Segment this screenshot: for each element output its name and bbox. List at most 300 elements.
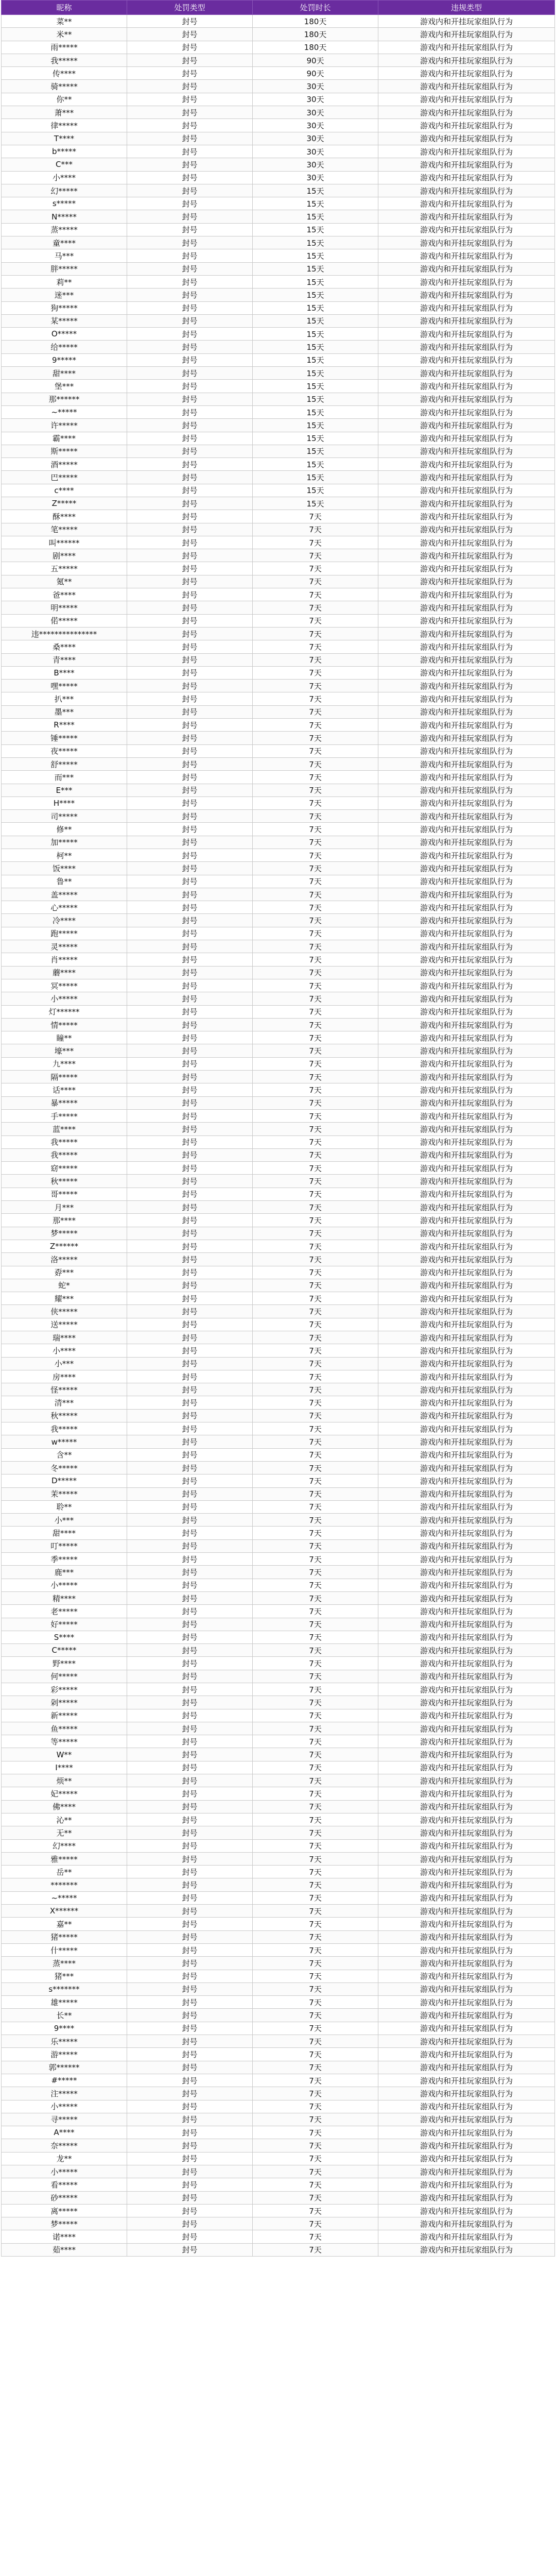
- cell-nickname: C***: [2, 158, 127, 171]
- cell-penalty-type: 封号: [127, 1813, 253, 1826]
- cell-violation-type: 游戏内和开挂玩家组队行为: [378, 1292, 555, 1305]
- cell-penalty-duration: 7天: [253, 2048, 378, 2061]
- cell-penalty-duration: 7天: [253, 1553, 378, 1566]
- cell-penalty-duration: 7天: [253, 2178, 378, 2191]
- cell-violation-type: 游戏内和开挂玩家组队行为: [378, 732, 555, 744]
- cell-penalty-duration: 7天: [253, 653, 378, 666]
- cell-nickname: 季*****: [2, 1553, 127, 1566]
- cell-nickname: 小*****: [2, 2165, 127, 2178]
- cell-penalty-duration: 15天: [253, 445, 378, 457]
- cell-violation-type: 游戏内和开挂玩家组队行为: [378, 432, 555, 445]
- cell-nickname: 奈*****: [2, 2139, 127, 2152]
- table-row: [2, 1148, 555, 1161]
- cell-nickname: 桑****: [2, 640, 127, 653]
- cell-penalty-duration: 7天: [253, 784, 378, 796]
- cell-penalty-duration: 7天: [253, 1370, 378, 1383]
- cell-violation-type: 游戏内和开挂玩家组队行为: [378, 1448, 555, 1461]
- table-row: [2, 2217, 555, 2230]
- cell-violation-type: 游戏内和开挂玩家组队行为: [378, 1109, 555, 1122]
- cell-penalty-type: 封号: [127, 2048, 253, 2061]
- cell-penalty-type: 封号: [127, 601, 253, 614]
- cell-penalty-type: 封号: [127, 1018, 253, 1031]
- cell-violation-type: 游戏内和开挂玩家组队行为: [378, 1331, 555, 1344]
- cell-penalty-duration: 7天: [253, 719, 378, 732]
- cell-violation-type: 游戏内和开挂玩家组队行为: [378, 1878, 555, 1891]
- cell-violation-type: 游戏内和开挂玩家组队行为: [378, 901, 555, 914]
- cell-penalty-duration: 180天: [253, 28, 378, 41]
- cell-nickname: 律*****: [2, 119, 127, 132]
- cell-penalty-type: 封号: [127, 1370, 253, 1383]
- cell-penalty-duration: 7天: [253, 849, 378, 862]
- cell-penalty-duration: 15天: [253, 184, 378, 197]
- cell-penalty-duration: 7天: [253, 1527, 378, 1539]
- cell-violation-type: 游戏内和开挂玩家组队行为: [378, 1266, 555, 1279]
- cell-violation-type: 游戏内和开挂玩家组队行为: [378, 275, 555, 288]
- cell-nickname: O*****: [2, 328, 127, 341]
- cell-penalty-type: 封号: [127, 1539, 253, 1552]
- table-row: [2, 966, 555, 979]
- cell-nickname: 鲁**: [2, 875, 127, 888]
- cell-penalty-duration: 7天: [253, 1970, 378, 1982]
- cell-penalty-duration: 7天: [253, 1409, 378, 1422]
- cell-nickname: 送*****: [2, 1318, 127, 1331]
- cell-violation-type: 游戏内和开挂玩家组队行为: [378, 666, 555, 679]
- cell-violation-type: 游戏内和开挂玩家组队行为: [378, 1214, 555, 1227]
- cell-penalty-type: 封号: [127, 692, 253, 705]
- cell-violation-type: 游戏内和开挂玩家组队行为: [378, 627, 555, 640]
- cell-penalty-type: 封号: [127, 640, 253, 653]
- cell-penalty-duration: 15天: [253, 497, 378, 510]
- table-row: [2, 1996, 555, 2009]
- cell-nickname: 小***: [2, 1514, 127, 1527]
- cell-violation-type: 游戏内和开挂玩家组队行为: [378, 1422, 555, 1435]
- cell-penalty-type: 封号: [127, 1057, 253, 1070]
- cell-nickname: 灯******: [2, 1005, 127, 1018]
- table-row: [2, 536, 555, 549]
- table-row: [2, 1475, 555, 1487]
- table-row: [2, 223, 555, 236]
- cell-penalty-type: 封号: [127, 810, 253, 823]
- cell-penalty-type: 封号: [127, 1435, 253, 1448]
- cell-penalty-type: 封号: [127, 171, 253, 184]
- cell-penalty-type: 封号: [127, 119, 253, 132]
- cell-penalty-duration: 7天: [253, 1188, 378, 1200]
- cell-penalty-duration: 7天: [253, 1331, 378, 1344]
- cell-nickname: 猪*****: [2, 1930, 127, 1943]
- table-row: [2, 80, 555, 93]
- cell-penalty-duration: 15天: [253, 341, 378, 353]
- table-row: [2, 1083, 555, 1096]
- cell-nickname: 秋*****: [2, 1175, 127, 1188]
- cell-violation-type: 游戏内和开挂玩家组队行为: [378, 1188, 555, 1200]
- cell-penalty-type: 封号: [127, 367, 253, 380]
- cell-nickname: W**: [2, 1748, 127, 1761]
- cell-violation-type: 游戏内和开挂玩家组队行为: [378, 484, 555, 497]
- cell-penalty-duration: 7天: [253, 1787, 378, 1800]
- table-row: [2, 1905, 555, 1918]
- cell-penalty-duration: 7天: [253, 1866, 378, 1878]
- cell-violation-type: 游戏内和开挂玩家组队行为: [378, 145, 555, 158]
- cell-nickname: R****: [2, 719, 127, 732]
- table-row: [2, 1057, 555, 1070]
- cell-violation-type: 游戏内和开挂玩家组队行为: [378, 2126, 555, 2139]
- cell-nickname: 跑*****: [2, 927, 127, 940]
- cell-penalty-duration: 7天: [253, 1826, 378, 1839]
- cell-penalty-type: 封号: [127, 2217, 253, 2230]
- table-row: [2, 262, 555, 275]
- table-row: [2, 1957, 555, 1970]
- cell-nickname: 柯**: [2, 849, 127, 862]
- table-row: [2, 2100, 555, 2113]
- cell-penalty-type: 封号: [127, 223, 253, 236]
- table-row: [2, 1970, 555, 1982]
- table-row: [2, 405, 555, 418]
- cell-penalty-type: 封号: [127, 497, 253, 510]
- cell-nickname: 蒸*****: [2, 223, 127, 236]
- table-row: [2, 927, 555, 940]
- cell-nickname: 寻*****: [2, 2113, 127, 2126]
- table-row: [2, 419, 555, 432]
- table-row: [2, 940, 555, 953]
- cell-penalty-type: 封号: [127, 992, 253, 1005]
- cell-penalty-duration: 7天: [253, 940, 378, 953]
- cell-nickname: 游*****: [2, 2048, 127, 2061]
- cell-nickname: D*****: [2, 1475, 127, 1487]
- cell-violation-type: 游戏内和开挂玩家组队行为: [378, 28, 555, 41]
- cell-violation-type: 游戏内和开挂玩家组队行为: [378, 1071, 555, 1083]
- cell-penalty-duration: 7天: [253, 2191, 378, 2204]
- cell-penalty-duration: 7天: [253, 705, 378, 718]
- cell-nickname: 传****: [2, 67, 127, 80]
- cell-nickname: 狗*****: [2, 301, 127, 314]
- cell-violation-type: 游戏内和开挂玩家组队行为: [378, 1383, 555, 1396]
- cell-nickname: 岳**: [2, 1866, 127, 1878]
- cell-violation-type: 游戏内和开挂玩家组队行为: [378, 41, 555, 54]
- table-row: [2, 432, 555, 445]
- cell-penalty-duration: 7天: [253, 771, 378, 784]
- table-row: [2, 1109, 555, 1122]
- table-row: [2, 1722, 555, 1735]
- cell-nickname: 我*****: [2, 1148, 127, 1161]
- cell-nickname: 甜****: [2, 1527, 127, 1539]
- cell-penalty-duration: 7天: [253, 2139, 378, 2152]
- cell-nickname: 偌*****: [2, 614, 127, 627]
- table-row: [2, 289, 555, 301]
- table-row: [2, 275, 555, 288]
- cell-violation-type: 游戏内和开挂玩家组队行为: [378, 2061, 555, 2074]
- cell-penalty-duration: 30天: [253, 171, 378, 184]
- cell-violation-type: 游戏内和开挂玩家组队行为: [378, 1201, 555, 1214]
- cell-nickname: 雅*****: [2, 1852, 127, 1865]
- table-row: [2, 1188, 555, 1200]
- cell-violation-type: 游戏内和开挂玩家组队行为: [378, 1435, 555, 1448]
- cell-penalty-type: 封号: [127, 1083, 253, 1096]
- cell-nickname: 无**: [2, 1826, 127, 1839]
- cell-violation-type: 游戏内和开挂玩家组队行为: [378, 1539, 555, 1552]
- table-row: [2, 523, 555, 536]
- cell-penalty-duration: 7天: [253, 1044, 378, 1057]
- table-row: [2, 471, 555, 484]
- table-row: [2, 314, 555, 327]
- table-row: [2, 849, 555, 862]
- cell-violation-type: 游戏内和开挂玩家组队行为: [378, 2074, 555, 2087]
- cell-nickname: 心*****: [2, 901, 127, 914]
- table-row: [2, 445, 555, 457]
- cell-penalty-duration: 7天: [253, 1683, 378, 1696]
- cell-penalty-duration: 7天: [253, 1148, 378, 1161]
- table-body: [2, 15, 555, 2257]
- cell-nickname: 注*****: [2, 2087, 127, 2100]
- cell-violation-type: 游戏内和开挂玩家组队行为: [378, 966, 555, 979]
- cell-nickname: 萧***: [2, 106, 127, 119]
- cell-penalty-duration: 7天: [253, 1422, 378, 1435]
- cell-nickname: 堡***: [2, 380, 127, 393]
- table-row: [2, 2048, 555, 2061]
- table-row: [2, 692, 555, 705]
- cell-penalty-duration: 15天: [253, 289, 378, 301]
- cell-nickname: 梦*****: [2, 1227, 127, 1240]
- cell-penalty-duration: 7天: [253, 1800, 378, 1813]
- cell-penalty-type: 封号: [127, 966, 253, 979]
- table-row: [2, 1201, 555, 1214]
- table-row: [2, 2191, 555, 2204]
- cell-violation-type: 游戏内和开挂玩家组队行为: [378, 2217, 555, 2230]
- cell-penalty-type: 封号: [127, 1761, 253, 1774]
- cell-penalty-duration: 7天: [253, 2035, 378, 2048]
- cell-penalty-type: 封号: [127, 2178, 253, 2191]
- cell-violation-type: 游戏内和开挂玩家组队行为: [378, 1514, 555, 1527]
- cell-penalty-type: 封号: [127, 93, 253, 106]
- header-penalty-duration: 处罚时长: [253, 1, 378, 15]
- cell-penalty-duration: 15天: [253, 353, 378, 366]
- cell-violation-type: 游戏内和开挂玩家组队行为: [378, 575, 555, 588]
- table-row: [2, 562, 555, 575]
- cell-penalty-type: 封号: [127, 1500, 253, 1513]
- cell-violation-type: 游戏内和开挂玩家组队行为: [378, 2035, 555, 2048]
- cell-penalty-type: 封号: [127, 1982, 253, 1995]
- cell-penalty-type: 封号: [127, 1331, 253, 1344]
- cell-penalty-type: 封号: [127, 1292, 253, 1305]
- table-row: [2, 1162, 555, 1175]
- cell-penalty-type: 封号: [127, 67, 253, 80]
- cell-penalty-duration: 7天: [253, 523, 378, 536]
- cell-penalty-duration: 7天: [253, 836, 378, 849]
- table-row: [2, 145, 555, 158]
- table-row: [2, 1292, 555, 1305]
- cell-nickname: 你**: [2, 93, 127, 106]
- table-row: [2, 796, 555, 809]
- cell-nickname: 新*****: [2, 1709, 127, 1722]
- cell-nickname: 哥*****: [2, 1188, 127, 1200]
- cell-penalty-type: 封号: [127, 314, 253, 327]
- cell-penalty-duration: 7天: [253, 2204, 378, 2217]
- cell-penalty-duration: 7天: [253, 1878, 378, 1891]
- cell-penalty-duration: 7天: [253, 1500, 378, 1513]
- cell-penalty-duration: 7天: [253, 1461, 378, 1474]
- cell-penalty-duration: 7天: [253, 588, 378, 601]
- cell-penalty-duration: 30天: [253, 145, 378, 158]
- cell-violation-type: 游戏内和开挂玩家组队行为: [378, 692, 555, 705]
- cell-penalty-type: 封号: [127, 1071, 253, 1083]
- cell-nickname: 秋*****: [2, 1409, 127, 1422]
- cell-penalty-duration: 7天: [253, 901, 378, 914]
- cell-penalty-duration: 7天: [253, 1891, 378, 1904]
- table-row: [2, 2022, 555, 2035]
- cell-violation-type: 游戏内和开挂玩家组队行为: [378, 1175, 555, 1188]
- table-row: [2, 1096, 555, 1109]
- table-row: [2, 2243, 555, 2256]
- cell-violation-type: 游戏内和开挂玩家组队行为: [378, 314, 555, 327]
- cell-penalty-duration: 7天: [253, 510, 378, 523]
- cell-penalty-type: 封号: [127, 106, 253, 119]
- cell-penalty-duration: 7天: [253, 1539, 378, 1552]
- cell-violation-type: 游戏内和开挂玩家组队行为: [378, 1344, 555, 1357]
- cell-nickname: 含**: [2, 1448, 127, 1461]
- cell-nickname: 龙**: [2, 2152, 127, 2165]
- table-row: [2, 2074, 555, 2087]
- cell-penalty-type: 封号: [127, 275, 253, 288]
- cell-penalty-duration: 7天: [253, 614, 378, 627]
- cell-penalty-duration: 7天: [253, 2217, 378, 2230]
- cell-nickname: 耀***: [2, 1292, 127, 1305]
- table-row: [2, 1527, 555, 1539]
- cell-penalty-type: 封号: [127, 1826, 253, 1839]
- cell-violation-type: 游戏内和开挂玩家组队行为: [378, 888, 555, 901]
- cell-nickname: 骑*****: [2, 80, 127, 93]
- cell-penalty-type: 封号: [127, 927, 253, 940]
- table-row: [2, 1018, 555, 1031]
- table-row: [2, 2139, 555, 2152]
- cell-violation-type: 游戏内和开挂玩家组队行为: [378, 1996, 555, 2009]
- cell-penalty-duration: 7天: [253, 1839, 378, 1852]
- cell-penalty-duration: 7天: [253, 1930, 378, 1943]
- cell-violation-type: 游戏内和开挂玩家组队行为: [378, 796, 555, 809]
- cell-violation-type: 游戏内和开挂玩家组队行为: [378, 757, 555, 770]
- table-row: [2, 784, 555, 796]
- cell-penalty-duration: 15天: [253, 275, 378, 288]
- table-row: [2, 1852, 555, 1865]
- cell-penalty-duration: 7天: [253, 1670, 378, 1683]
- cell-penalty-duration: 7天: [253, 1605, 378, 1618]
- cell-penalty-duration: 7天: [253, 1175, 378, 1188]
- cell-penalty-duration: 7天: [253, 1618, 378, 1631]
- cell-violation-type: 游戏内和开挂玩家组队行为: [378, 523, 555, 536]
- cell-violation-type: 游戏内和开挂玩家组队行为: [378, 67, 555, 80]
- cell-violation-type: 游戏内和开挂玩家组队行为: [378, 249, 555, 262]
- cell-penalty-type: 封号: [127, 2074, 253, 2087]
- cell-violation-type: 游戏内和开挂玩家组队行为: [378, 1683, 555, 1696]
- cell-nickname: 九****: [2, 1057, 127, 1070]
- table-row: [2, 1344, 555, 1357]
- cell-nickname: 叮*****: [2, 1539, 127, 1552]
- table-row: [2, 197, 555, 210]
- cell-penalty-duration: 7天: [253, 1396, 378, 1409]
- cell-violation-type: 游戏内和开挂玩家组队行为: [378, 1475, 555, 1487]
- cell-penalty-duration: 7天: [253, 1514, 378, 1527]
- cell-nickname: 蘑****: [2, 966, 127, 979]
- table-row: [2, 2152, 555, 2165]
- cell-penalty-duration: 7天: [253, 562, 378, 575]
- cell-violation-type: 游戏内和开挂玩家组队行为: [378, 1553, 555, 1566]
- cell-violation-type: 游戏内和开挂玩家组队行为: [378, 705, 555, 718]
- cell-penalty-type: 封号: [127, 510, 253, 523]
- cell-violation-type: 游戏内和开挂玩家组队行为: [378, 1018, 555, 1031]
- cell-penalty-type: 封号: [127, 562, 253, 575]
- cell-nickname: C*****: [2, 1644, 127, 1657]
- cell-violation-type: 游戏内和开挂玩家组队行为: [378, 1970, 555, 1982]
- cell-violation-type: 游戏内和开挂玩家组队行为: [378, 2113, 555, 2126]
- table-row: [2, 732, 555, 744]
- cell-penalty-type: 封号: [127, 1461, 253, 1474]
- table-row: [2, 1357, 555, 1370]
- cell-nickname: I****: [2, 1761, 127, 1774]
- cell-violation-type: 游戏内和开挂玩家组队行为: [378, 810, 555, 823]
- cell-nickname: 蒸****: [2, 1957, 127, 1970]
- cell-nickname: 饭****: [2, 862, 127, 875]
- table-row: [2, 1487, 555, 1500]
- table-row: [2, 119, 555, 132]
- cell-nickname: 茉*****: [2, 1487, 127, 1500]
- cell-violation-type: 游戏内和开挂玩家组队行为: [378, 1905, 555, 1918]
- table-row: [2, 497, 555, 510]
- table-row: [2, 2165, 555, 2178]
- cell-penalty-type: 封号: [127, 1514, 253, 1527]
- cell-penalty-duration: 7天: [253, 1240, 378, 1252]
- table-row: [2, 1253, 555, 1266]
- cell-penalty-type: 封号: [127, 1553, 253, 1566]
- cell-nickname: 菜**: [2, 15, 127, 28]
- cell-violation-type: 游戏内和开挂玩家组队行为: [378, 93, 555, 106]
- cell-violation-type: 游戏内和开挂玩家组队行为: [378, 2191, 555, 2204]
- cell-penalty-type: 封号: [127, 2087, 253, 2100]
- cell-penalty-duration: 15天: [253, 405, 378, 418]
- cell-penalty-type: 封号: [127, 1253, 253, 1266]
- table-row: [2, 249, 555, 262]
- cell-nickname: 妃*****: [2, 1787, 127, 1800]
- table-row: [2, 1644, 555, 1657]
- cell-violation-type: 游戏内和开挂玩家组队行为: [378, 1657, 555, 1670]
- table-row: [2, 171, 555, 184]
- table-row: [2, 41, 555, 54]
- cell-penalty-duration: 90天: [253, 67, 378, 80]
- cell-nickname: 鱼*****: [2, 1722, 127, 1735]
- cell-penalty-duration: 7天: [253, 1852, 378, 1865]
- table-row: [2, 2087, 555, 2100]
- table-row: [2, 1005, 555, 1018]
- cell-penalty-type: 封号: [127, 757, 253, 770]
- cell-penalty-duration: 7天: [253, 1005, 378, 1018]
- cell-violation-type: 游戏内和开挂玩家组队行为: [378, 2139, 555, 2152]
- cell-violation-type: 游戏内和开挂玩家组队行为: [378, 1123, 555, 1136]
- cell-penalty-type: 封号: [127, 2126, 253, 2139]
- cell-nickname: 小*****: [2, 992, 127, 1005]
- cell-violation-type: 游戏内和开挂玩家组队行为: [378, 367, 555, 380]
- cell-nickname: 等*****: [2, 1735, 127, 1748]
- cell-penalty-duration: 7天: [253, 1735, 378, 1748]
- table-row: [2, 588, 555, 601]
- cell-penalty-type: 封号: [127, 2035, 253, 2048]
- cell-penalty-type: 封号: [127, 1943, 253, 1956]
- cell-penalty-type: 封号: [127, 705, 253, 718]
- cell-penalty-type: 封号: [127, 1162, 253, 1175]
- table-row: [2, 992, 555, 1005]
- cell-nickname: 诺****: [2, 2230, 127, 2243]
- cell-penalty-type: 封号: [127, 1631, 253, 1643]
- table-row: [2, 1266, 555, 1279]
- cell-penalty-type: 封号: [127, 405, 253, 418]
- cell-violation-type: 游戏内和开挂玩家组队行为: [378, 927, 555, 940]
- cell-violation-type: 游戏内和开挂玩家组队行为: [378, 1357, 555, 1370]
